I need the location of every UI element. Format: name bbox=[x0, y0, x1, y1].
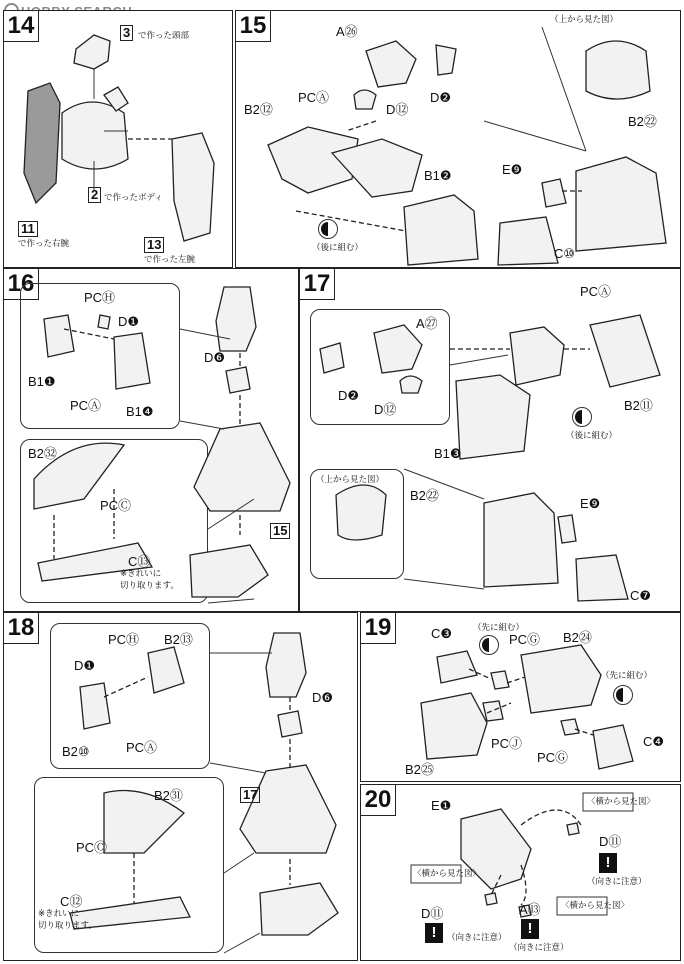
label-pca: PCⒶ bbox=[126, 740, 158, 755]
label-e9: E❾ bbox=[502, 162, 523, 177]
label-b1-2: B1❷ bbox=[424, 168, 452, 183]
step-20-panel bbox=[360, 784, 681, 961]
label-d6: D❻ bbox=[312, 690, 334, 705]
step-number: 18 bbox=[4, 613, 39, 644]
step-number: 19 bbox=[361, 613, 396, 644]
right-arm-note: で作った右腕 bbox=[18, 238, 70, 248]
step-15-illustration bbox=[236, 11, 682, 269]
ref-step-15: 15 bbox=[270, 523, 290, 539]
step-17-illustration bbox=[300, 269, 682, 613]
label-b2-32: B2㉜ bbox=[28, 446, 57, 461]
label-b1-3: B1❸ bbox=[434, 446, 462, 461]
step-15-panel bbox=[235, 10, 681, 268]
top-view-note: （上から見た図） bbox=[550, 14, 619, 24]
label-e9: E❾ bbox=[580, 496, 601, 511]
label-d2: D❷ bbox=[430, 90, 452, 105]
direction-note-1: （向きに注意） bbox=[587, 876, 647, 886]
top-view-note: （上から見た図） bbox=[316, 474, 385, 484]
side-view-note-2: 〈横から見た図〉 bbox=[413, 868, 482, 878]
caution-icon-3: ! bbox=[521, 919, 539, 939]
caution-icon: ! bbox=[599, 853, 617, 873]
label-a13: A⑬ bbox=[519, 902, 541, 917]
step-number: 15 bbox=[236, 11, 271, 42]
body-ref: 2 bbox=[88, 187, 101, 203]
side-view-note-3: 〈横から見た図〉 bbox=[561, 900, 630, 910]
label-b2-31: B2㉛ bbox=[154, 788, 183, 803]
label-d2: D❷ bbox=[338, 388, 360, 403]
label-b2-22: B2㉒ bbox=[628, 114, 657, 129]
step-number: 14 bbox=[4, 11, 39, 42]
label-c7: C❼ bbox=[630, 588, 652, 603]
step-14-panel bbox=[3, 10, 233, 268]
label-b2-22: B2㉒ bbox=[410, 488, 439, 503]
cut-note: ※きれいに bbox=[120, 568, 162, 578]
step-16-illustration bbox=[4, 269, 300, 613]
label-pca: PCⒶ bbox=[580, 284, 612, 299]
label-pcj: PCⒿ bbox=[491, 736, 523, 751]
label-a27: A㉗ bbox=[416, 316, 438, 331]
glue-later-note: （後に組む） bbox=[566, 430, 618, 440]
body-note: で作ったボディ bbox=[104, 192, 163, 202]
glue-later-icon bbox=[572, 407, 592, 427]
label-b2-11: B2⑪ bbox=[624, 398, 653, 413]
label-d1: D❶ bbox=[118, 314, 140, 329]
label-b2-13: B2⑬ bbox=[164, 632, 193, 647]
label-d11-b: D⑪ bbox=[421, 906, 444, 921]
assemble-first-icon bbox=[479, 635, 499, 655]
label-b1-1: B1❶ bbox=[28, 374, 56, 389]
step-19-panel bbox=[360, 612, 681, 782]
label-b2-25: B2㉕ bbox=[405, 762, 434, 777]
label-e1: E❶ bbox=[431, 798, 452, 813]
label-pca: PCⒶ bbox=[298, 90, 330, 105]
left-arm-note: で作った左腕 bbox=[144, 254, 196, 264]
label-d6: D❻ bbox=[204, 350, 226, 365]
label-pcc: PCⒸ bbox=[76, 840, 108, 855]
assemble-first-icon-2 bbox=[613, 685, 633, 705]
head-note: で作った頭部 bbox=[138, 30, 190, 40]
label-d12: D⑫ bbox=[374, 402, 397, 417]
assemble-first-note: （先に組む） bbox=[473, 622, 525, 632]
label-c12: C⑫ bbox=[60, 894, 83, 909]
glue-later-note: （後に組む） bbox=[312, 242, 364, 252]
glue-later-icon bbox=[318, 219, 338, 239]
label-b2-10: B2⑩ bbox=[62, 744, 90, 759]
label-c3: C❸ bbox=[431, 626, 453, 641]
label-b2-24: B2㉔ bbox=[563, 630, 592, 645]
label-d12: D⑫ bbox=[386, 102, 409, 117]
cut-note: ※きれいに bbox=[38, 908, 80, 918]
label-pch: PCⒽ bbox=[84, 290, 116, 305]
left-arm-ref: 13 bbox=[144, 237, 164, 253]
right-arm-ref: 11 bbox=[18, 221, 38, 237]
step-18-panel bbox=[3, 612, 358, 961]
side-view-note-1: 〈横から見た図〉 bbox=[587, 796, 656, 806]
label-c13: C⑬ bbox=[128, 554, 151, 569]
step-17-panel bbox=[299, 268, 681, 612]
label-c4: C❹ bbox=[643, 734, 665, 749]
step-14-illustration bbox=[4, 11, 234, 269]
label-b1-4: B1❹ bbox=[126, 404, 154, 419]
step-number: 20 bbox=[361, 785, 396, 816]
cut-note-2: 切り取ります。 bbox=[38, 920, 97, 930]
ref-step-17: 17 bbox=[240, 787, 260, 803]
step-number: 17 bbox=[300, 269, 335, 300]
step-number: 16 bbox=[4, 269, 39, 300]
head-ref: 3 bbox=[120, 25, 133, 41]
label-a26: A㉖ bbox=[336, 24, 358, 39]
label-d1: D❶ bbox=[74, 658, 96, 673]
label-pch: PCⒽ bbox=[108, 632, 140, 647]
caution-icon-2: ! bbox=[425, 923, 443, 943]
cut-note-2: 切り取ります。 bbox=[120, 580, 179, 590]
label-pcg: PCⒼ bbox=[509, 632, 541, 647]
label-pcg-2: PCⒼ bbox=[537, 750, 569, 765]
label-pcc: PCⒸ bbox=[100, 498, 132, 513]
direction-note-3: （向きに注意） bbox=[509, 942, 569, 952]
step-16-panel bbox=[3, 268, 299, 612]
label-c10: C⑩ bbox=[554, 246, 576, 261]
label-pca: PCⒶ bbox=[70, 398, 102, 413]
direction-note-2: （向きに注意） bbox=[447, 932, 507, 942]
label-d11: D⑪ bbox=[599, 834, 622, 849]
label-b2-12: B2⑫ bbox=[244, 102, 273, 117]
assemble-first-note-2: （先に組む） bbox=[601, 670, 653, 680]
